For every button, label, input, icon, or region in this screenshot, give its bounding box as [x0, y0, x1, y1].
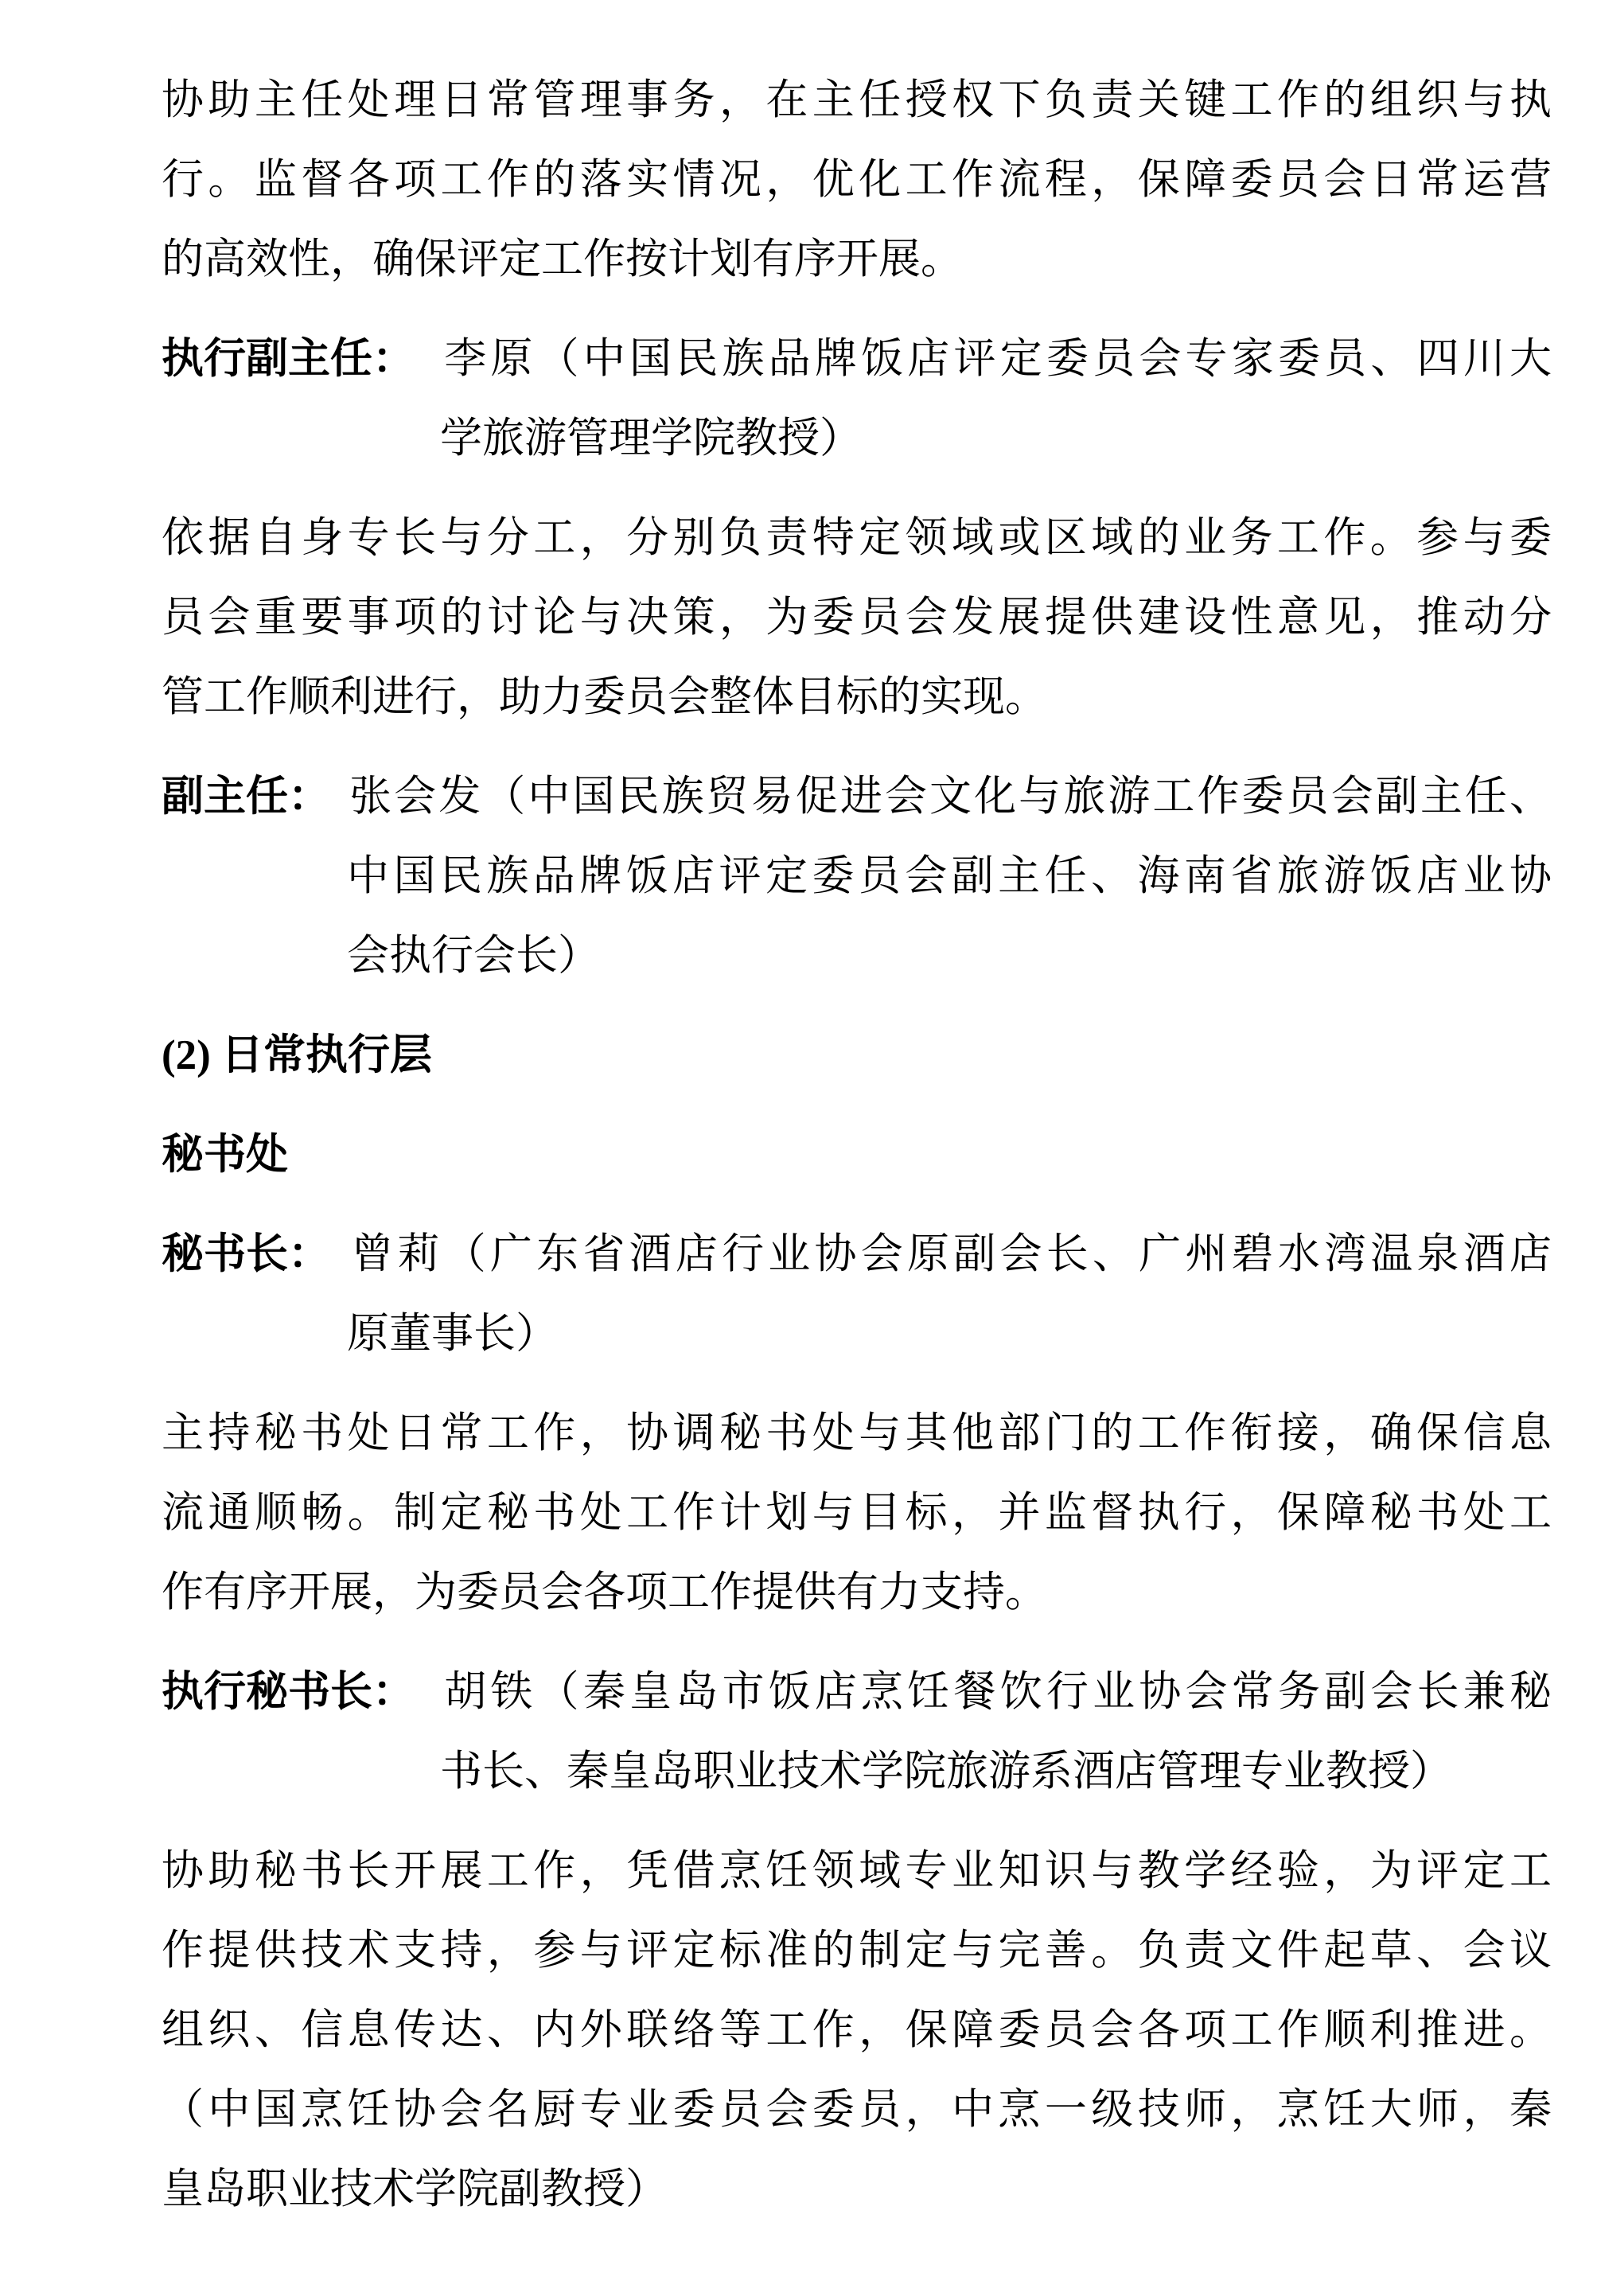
role-label: 秘书长：: [162, 1231, 330, 1277]
line-text: 李原（中国民族品牌饭店评定委员会专家委员、四川大: [440, 336, 1552, 382]
role-label: 执行秘书长：: [162, 1669, 415, 1715]
text-line: 中国民族品牌饭店评定委员会副主任、海南省旅游饭店业协: [347, 853, 1552, 899]
role-label: 副主任：: [162, 774, 330, 820]
text-line: [162, 1214, 1552, 1294]
text-line: [162, 319, 1552, 399]
text-line: 管工作顺利进行，助力委员会整体目标的实现。: [162, 674, 1047, 720]
text-line: 书长、秦皇岛职业技术学院旅游系酒店管理专业教授）: [440, 1748, 1452, 1795]
text-line: 秘书处: [162, 1132, 288, 1178]
text-line: 主持秘书处日常工作，协调秘书处与其他部门的工作衔接，确保信息: [162, 1410, 1552, 1456]
text-line: 流通顺畅。制定秘书处工作计划与目标，并监督执行，保障秘书处工: [162, 1490, 1552, 1536]
text-line: 作有序开展，为委员会各项工作提供有力支持。: [162, 1569, 1047, 1616]
text-line: 学旅游管理学院教授）: [440, 415, 862, 462]
text-line: 的高效性，确保评定工作按计划有序开展。: [162, 236, 963, 283]
text-line: 依据自身专长与分工，分别负责特定领域或区域的业务工作。参与委: [162, 515, 1552, 561]
entry-paragraph: [162, 319, 1552, 478]
text-line: 协助秘书长开展工作，凭借烹饪领域专业知识与教学经验，为评定工: [162, 1848, 1552, 1894]
body-paragraph: [162, 60, 1552, 299]
text-line: 会执行会长）: [347, 933, 600, 979]
text-line: 组织、信息传达、内外联络等工作，保障委员会各项工作顺利推进。: [162, 2007, 1552, 2053]
text-line: [162, 757, 1552, 836]
entry-paragraph: [162, 1214, 1552, 1374]
entry-paragraph: [162, 1652, 1552, 1811]
body-paragraph: [162, 498, 1552, 737]
line-text: 张会发（中国民族贸易促进会文化与旅游工作委员会副主任、: [347, 774, 1552, 820]
text-line: [162, 1652, 1552, 1732]
entry-paragraph: [162, 757, 1552, 996]
text-line: 皇岛职业技术学院副教授）: [162, 2166, 668, 2212]
heading-paragraph: [162, 1015, 1552, 1095]
text-line: 原董事长）: [347, 1311, 558, 1357]
line-text: 胡铁（秦皇岛市饭店烹饪餐饮行业协会常务副会长兼秘: [440, 1669, 1552, 1715]
body-paragraph: [162, 1394, 1552, 1632]
text-line: (2) 日常执行层: [162, 1032, 433, 1078]
role-label: 执行副主任：: [162, 336, 415, 382]
text-line: 行。监督各项工作的落实情况，优化工作流程，保障委员会日常运营: [162, 157, 1552, 203]
text-line: （中国烹饪协会名厨专业委员会委员，中烹一级技师，烹饪大师，秦: [162, 2087, 1552, 2133]
heading-paragraph: [162, 1115, 1552, 1195]
text-line: 作提供技术支持，参与评定标准的制定与完善。负责文件起草、会议: [162, 1928, 1552, 1974]
text-line: 协助主任处理日常管理事务，在主任授权下负责关键工作的组织与执: [162, 77, 1552, 123]
line-text: 曾莉（广东省酒店行业协会原副会长、广州碧水湾温泉酒店: [347, 1231, 1552, 1277]
text-line: 员会重要事项的讨论与决策，为委员会发展提供建设性意见，推动分: [162, 594, 1552, 641]
document-body: [162, 60, 1552, 2229]
body-paragraph: [162, 1831, 1552, 2229]
